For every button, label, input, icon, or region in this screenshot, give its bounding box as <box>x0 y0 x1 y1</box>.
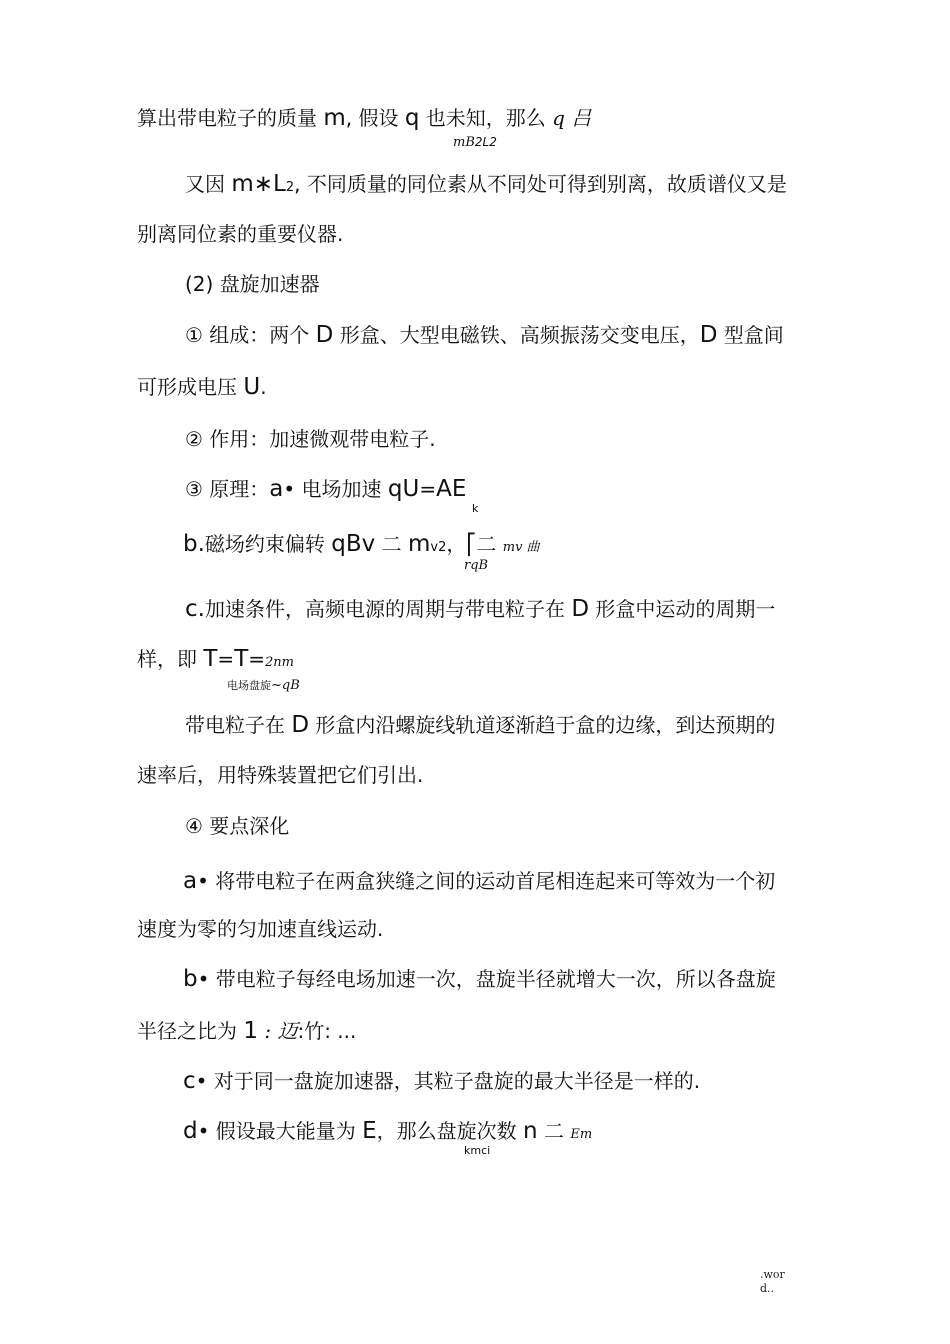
page-footer <box>760 1268 785 1296</box>
text-segment: . <box>260 375 267 399</box>
text-segment: 速度为零的匀加速直线运动. <box>137 917 384 941</box>
text-line-8 <box>185 477 466 501</box>
formula-fragment: T <box>234 646 249 672</box>
symbol-m: m <box>323 105 346 131</box>
text-segment: • 将带电粒子在两盒狭缝之间的运动首尾相连起来可等效为一个初 <box>197 869 776 893</box>
formula-fragment: T <box>203 646 218 672</box>
formula-fragment: Em <box>570 1127 593 1142</box>
formula-fragment: = <box>419 477 437 501</box>
formula-fragment: = <box>217 647 235 671</box>
formula-fragment: 2 <box>438 540 447 555</box>
formula-fragment: :竹: ... <box>297 1019 357 1043</box>
symbol-d: D <box>315 322 334 348</box>
formula-fragment: ⎡二 <box>466 532 503 556</box>
text-line-18 <box>137 1019 356 1043</box>
circled-number: ③ <box>185 477 203 501</box>
circled-number: ① <box>185 323 203 347</box>
formula-fragment: 电场盘旋 <box>227 679 271 692</box>
symbol-d: D <box>571 596 590 622</box>
section-heading <box>185 272 320 296</box>
formula-fragment: = <box>248 647 266 671</box>
text-line-9 <box>183 532 540 560</box>
text-segment: • 假设最大能量为 <box>197 1119 363 1143</box>
text-line-3 <box>137 222 343 246</box>
symbol-d: D <box>291 712 310 738</box>
text-segment: 组成：两个 <box>202 323 316 347</box>
text-line-20 <box>183 1119 592 1147</box>
formula-fragment: AE <box>436 476 467 502</box>
formula-subscript-kmci <box>464 1144 490 1158</box>
text-segment: 可形成电压 <box>137 375 244 399</box>
formula-fragment: L <box>482 135 490 149</box>
text-segment: 形盒内沿螺旋线轨道逐渐趋于盒的边缘，到达预期的 <box>309 713 776 737</box>
formula-fragment: m <box>408 531 431 557</box>
item-letter: b. <box>183 531 205 557</box>
text-line-12 <box>185 713 775 737</box>
text-segment: 形盒中运动的周期一 <box>589 597 776 621</box>
text-segment: 样，即 <box>137 647 204 671</box>
text-segment: 别离同位素的重要仪器. <box>137 222 344 246</box>
text-line-5 <box>185 323 784 347</box>
formula-fragment: v <box>430 540 439 555</box>
formula-fragment: : <box>258 1019 272 1043</box>
text-line-10 <box>185 597 775 621</box>
symbol-q: q <box>404 105 420 131</box>
text-segment: 半径之比为 <box>137 1019 244 1043</box>
symbol-n: n <box>523 1118 538 1144</box>
text-line-6 <box>137 375 267 399</box>
text-line-1 <box>137 106 591 130</box>
text-segment: • 带电粒子每经电场加速一次，盘旋半径就增大一次，所以各盘旋 <box>197 967 776 991</box>
text-segment: 速率后，用特殊装置把它们引出. <box>137 763 424 787</box>
formula-fragment: 二 <box>375 532 408 556</box>
text-segment: 也未知，那么 <box>419 106 553 130</box>
text-segment: 又因 <box>185 172 232 196</box>
formula-fragment: mB <box>453 135 475 150</box>
formula-fragment: k <box>472 502 479 515</box>
text-segment: 磁场约束偏转 <box>204 532 332 556</box>
text-segment: 算出带电粒子的质量 <box>137 106 324 130</box>
formula-fragment: qU <box>387 476 420 502</box>
text-segment: 形盒、大型电磁铁、高频振荡交变电压， <box>333 323 700 347</box>
formula-fragment: 2 <box>489 135 497 149</box>
text-segment: 原理： <box>202 477 270 501</box>
text-line-2 <box>185 172 787 200</box>
formula-subscript-rqb <box>464 558 488 574</box>
formula-fragment: 2 <box>285 180 295 195</box>
symbol-e: E <box>362 1118 377 1144</box>
formula-fragment: ~qB <box>271 678 300 693</box>
text-segment: 作用：加速微观带电粒子. <box>202 427 436 451</box>
formula-fragment: kmci <box>464 1144 491 1157</box>
footer-text: .wor <box>760 1268 785 1281</box>
symbol-d: D <box>699 322 718 348</box>
section-title: (2) 盘旋加速器 <box>185 272 320 296</box>
text-segment: 要点深化 <box>202 814 290 838</box>
circled-number: ② <box>185 427 203 451</box>
text-line-14 <box>185 814 289 838</box>
formula-fragment: 2 <box>474 135 483 149</box>
text-line-16 <box>137 917 383 941</box>
formula-fragment: 2nm <box>265 655 294 670</box>
formula-fragment: mv 曲 <box>502 540 540 555</box>
formula-fragment: 二 <box>537 1119 571 1143</box>
item-letter: c <box>183 1068 196 1094</box>
text-segment: • 电场加速 <box>283 477 388 501</box>
formula-subscript-period <box>227 679 300 693</box>
symbol-u: U <box>243 374 261 400</box>
text-line-19 <box>183 1069 700 1093</box>
text-segment: 加速条件，高频电源的周期与带电粒子在 <box>204 597 572 621</box>
text-segment: 型盒间 <box>717 323 784 347</box>
formula-fragment: rqB <box>464 558 489 573</box>
item-letter: b <box>183 966 198 992</box>
text-line-13 <box>137 763 423 787</box>
formula-fragment: q 吕 <box>552 106 592 130</box>
text-line-7 <box>185 427 436 451</box>
text-segment: • 对于同一盘旋加速器，其粒子盘旋的最大半径是一样的. <box>195 1069 701 1093</box>
text-segment: , 假设 <box>345 106 405 130</box>
text-line-11 <box>137 647 294 675</box>
text-line-17 <box>183 967 776 991</box>
item-letter: c. <box>185 596 205 622</box>
text-segment: , 不同质量的同位素从不同处可得到别离，故质谱仪又是 <box>294 172 787 196</box>
formula-fragment: ， <box>446 532 467 556</box>
item-letter: d <box>183 1118 198 1144</box>
item-letter: a <box>183 868 198 894</box>
formula-fragment: m∗L <box>231 171 286 197</box>
formula-fragment: 迈 <box>271 1019 298 1043</box>
symbol-a: a <box>269 476 284 502</box>
formula-fragment: 1 <box>243 1018 258 1044</box>
footer-text: d.. <box>760 1282 775 1295</box>
text-segment: 带电粒子在 <box>185 713 292 737</box>
formula-fragment: qBv <box>331 531 376 557</box>
formula-subscript-1 <box>453 134 497 151</box>
circled-number: ④ <box>185 814 203 838</box>
text-segment: ，那么盘旋次数 <box>376 1119 524 1143</box>
text-line-15 <box>183 869 775 893</box>
formula-subscript-k <box>472 502 478 516</box>
